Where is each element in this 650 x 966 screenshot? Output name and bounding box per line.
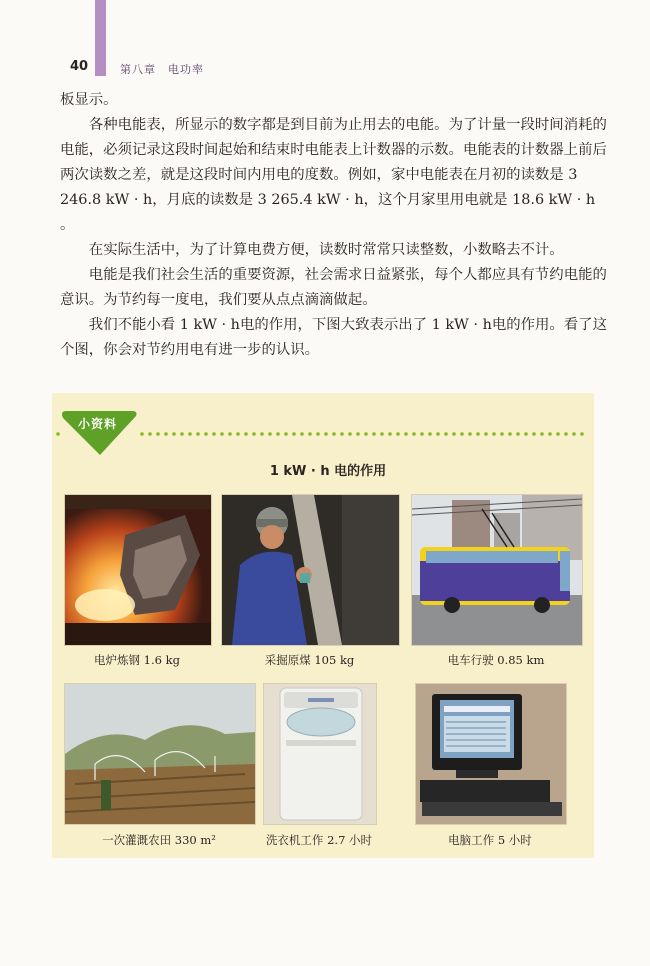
paragraph-meter-reading: 各种电能表，所显示的数字都是到目前为止用去的电能。为了计量一段时间消耗的电能，必须记录这段时间起始和结束时电能表上计数器的示数。电能表的计数器上前后两次读数之差，就是这段时间内用电的度数。例如，家中电能表在月初的读数是 3 246.8 kW · h，月底的读数是 3 265.4 kW · h，这个月家里用电就是 18.6 kW · h 。: [60, 117, 607, 233]
body-text: [60, 88, 608, 363]
page-number: 40: [70, 59, 89, 74]
chapter-marker-bar: [95, 0, 106, 76]
photo-trolley-bus: [411, 494, 583, 646]
paragraph-integer-reading: 在实际生活中，为了计算电费方便，读数时常常只读整数，小数略去不计。: [88, 242, 564, 258]
paragraph-saving-energy: 电能是我们社会生活的重要资源，社会需求日益紧张，每个人都应具有节约电能的意识。为节约每一度电，我们要从点点滴滴做起。: [60, 267, 607, 308]
photo-steel-furnace: [64, 494, 212, 646]
caption-washing-machine: 洗衣机工作 2.7 小时: [265, 833, 373, 847]
chapter-title: 第八章 电功率: [120, 63, 204, 76]
paragraph-continuation: 板显示。: [60, 92, 118, 108]
caption-steel: 电炉炼钢 1.6 kg: [94, 653, 180, 667]
caption-coal: 采掘原煤 105 kg: [264, 653, 355, 667]
paragraph-figure-intro: 我们不能小看 1 kW · h电的作用，下图大致表示出了 1 kW · h电的作用。看了这个图，你会对节约用电有进一步的认识。: [60, 317, 607, 358]
caption-bus: 电车行驶 0.85 km: [447, 653, 545, 667]
figure-title: 1 kW · h 电的作用: [269, 464, 387, 479]
photo-coal-mining: [221, 494, 400, 646]
photo-irrigation: [64, 683, 256, 825]
photo-washing-machine: [263, 683, 377, 825]
caption-irrigation: 一次灌溉农田 330 m²: [102, 833, 216, 847]
photo-computer: [415, 683, 567, 825]
caption-computer: 电脑工作 5 小时: [448, 833, 532, 847]
info-tag-label: 小资料: [78, 417, 118, 431]
dotted-rule: [138, 432, 588, 436]
